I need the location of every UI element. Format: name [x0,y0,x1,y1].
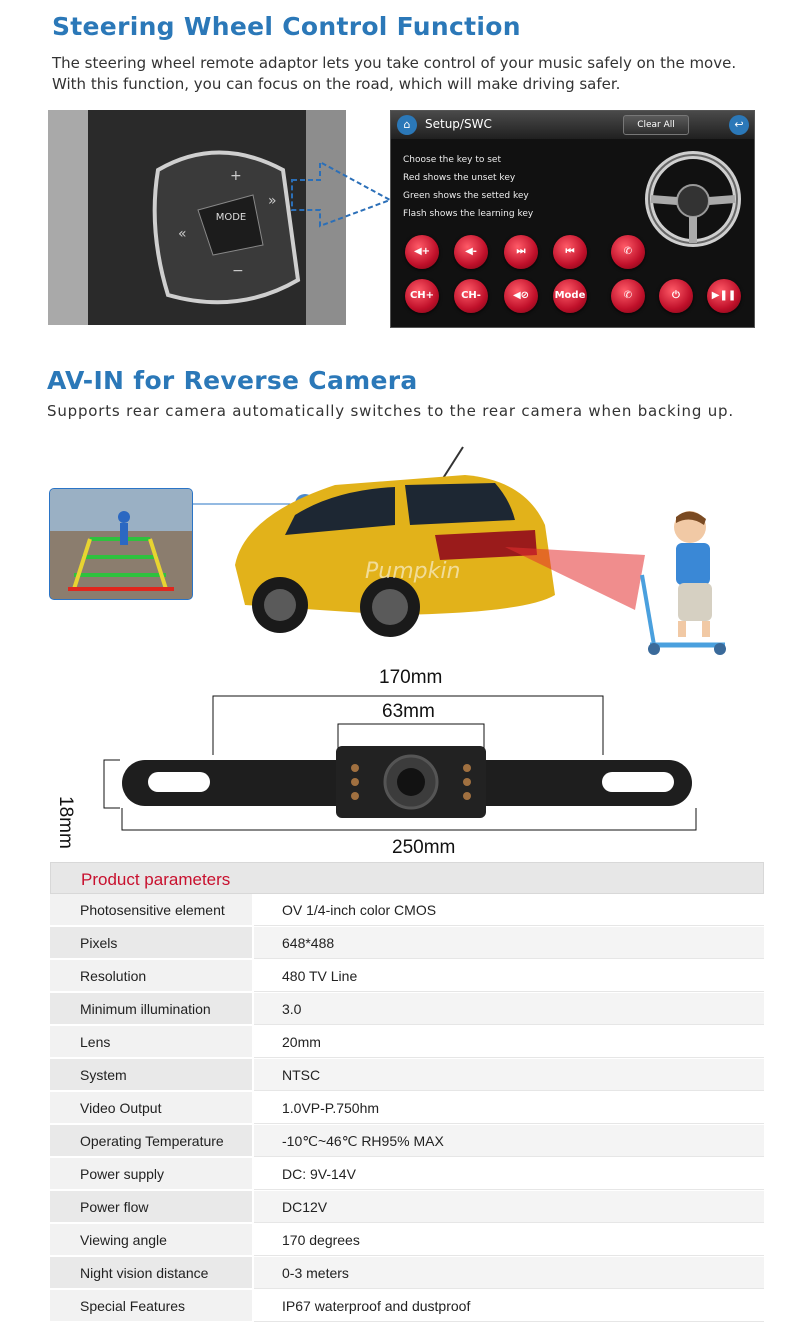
param-value: 170 degrees [282,1232,360,1248]
table-row [50,1257,764,1290]
param-key: Photosensitive element [80,902,225,918]
mode-button[interactable]: Mode [553,279,587,313]
camera-title: AV-IN for Reverse Camera [47,366,418,395]
power-button[interactable]: ⏻ [659,279,693,313]
param-key: System [80,1067,127,1083]
table-row [50,1092,764,1125]
table-row [50,1290,764,1323]
mute-button[interactable]: ◀⊘ [504,279,538,313]
param-value: 648*488 [282,935,335,951]
param-value: 3.0 [282,1001,302,1017]
table-row [50,1224,764,1257]
table-row [50,894,764,927]
instruction-line-2: Red shows the unset key [403,173,516,183]
swc-desc-line2: With this function, you can focus on the road, which will make driving safer. [52,75,621,93]
svg-text:+: + [230,168,242,184]
table-row [50,1026,764,1059]
dim-width-body: 63mm [382,701,435,722]
steering-wheel-icon [643,149,743,249]
table-row [50,1125,764,1158]
param-value: NTSC [282,1067,321,1083]
mode-button-label: MODE [215,212,247,223]
dashed-arrow-connector [290,160,395,230]
table-header [50,862,764,894]
next-track-button[interactable]: ⏭ [504,235,538,269]
camera-dimension-drawing [100,690,710,840]
prev-track-button[interactable]: ⏮ [553,235,587,269]
hang-up-button[interactable]: ✆ [611,279,645,313]
instruction-line-3: Green shows the setted key [403,191,529,201]
param-key: Video Output [80,1100,162,1116]
param-value: DC12V [282,1199,328,1215]
ch-minus-button[interactable]: CH- [454,279,488,313]
rear-view-screen-image [49,488,193,600]
param-value: IP67 waterproof and dustproof [282,1298,471,1314]
camera-desc: Supports rear camera automatically switches to the rear camera when backing up. [47,402,734,420]
param-value: -10℃~46℃ RH95% MAX [282,1133,444,1149]
param-value: 20mm [282,1034,321,1050]
param-key: Resolution [80,968,147,984]
param-key: Power flow [80,1199,149,1215]
param-key: Pixels [80,935,118,951]
child-on-scooter-image [620,505,740,660]
param-key: Minimum illumination [80,1001,211,1017]
param-value: 480 TV Line [282,968,358,984]
dim-length: 250mm [392,837,456,858]
ch-plus-button[interactable]: CH+ [405,279,439,313]
svg-text:−: − [232,263,244,279]
volume-down-button[interactable]: ◀- [454,235,488,269]
param-key: Viewing angle [80,1232,167,1248]
table-row [50,927,764,960]
param-key: Lens [80,1034,111,1050]
svg-text:»: » [268,193,277,209]
param-value: 1.0VP-P.750hm [282,1100,380,1116]
instruction-line-4: Flash shows the learning key [403,209,534,219]
watermark-text: Pumpkin [365,559,461,584]
back-icon[interactable]: ↩ [729,115,749,135]
param-value: OV 1/4-inch color CMOS [282,902,437,918]
table-header-label: Product parameters [81,870,231,889]
table-row [50,1059,764,1092]
table-row [50,960,764,993]
svg-text:«: « [178,226,187,242]
swc-desc-line1: The steering wheel remote adaptor lets you take control of your music safely on the move. [52,54,737,72]
table-row [50,993,764,1026]
clear-all-button[interactable]: Clear All [623,115,689,135]
swc-title: Steering Wheel Control Function [52,12,521,41]
table-row [50,1158,764,1191]
param-key: Power supply [80,1166,165,1182]
volume-up-button[interactable]: ◀+ [405,235,439,269]
product-parameters-table [50,862,764,1323]
home-icon[interactable]: ⌂ [397,115,417,135]
param-key: Special Features [80,1298,186,1314]
param-value: DC: 9V-14V [282,1166,356,1182]
table-row [50,1191,764,1224]
param-value: 0-3 meters [282,1265,349,1281]
dim-height: 18mm [55,796,76,849]
answer-call-button[interactable]: ✆ [611,235,645,269]
param-key: Operating Temperature [80,1133,224,1149]
dim-width-total: 170mm [379,667,443,688]
swc-setup-screen [390,110,755,328]
instruction-line-1: Choose the key to set [403,155,501,165]
play-pause-button[interactable]: ▶❚❚ [707,279,741,313]
screen-title: Setup/SWC [425,117,492,131]
param-key: Night vision distance [80,1265,209,1281]
